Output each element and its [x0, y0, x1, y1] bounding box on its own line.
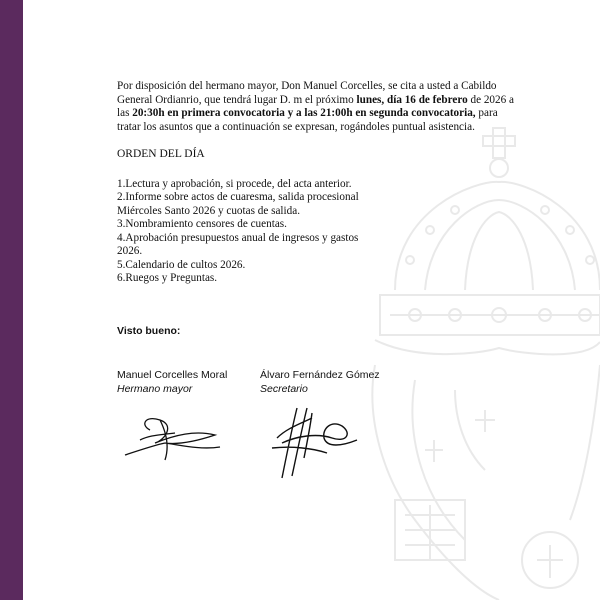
signer-name: Álvaro Fernández Gómez: [260, 369, 380, 381]
signature-secretary: [262, 398, 372, 483]
signer-secretary: [260, 368, 380, 396]
agenda-list: [117, 178, 367, 286]
agenda-item: 6.Ruegos y Preguntas.: [117, 272, 218, 284]
signer-president: [117, 368, 227, 396]
agenda-item: 3.Nombramiento censores de cuentas.: [117, 218, 287, 230]
signer-role: Secretario: [260, 383, 308, 395]
intro-text-3: para tratar los asuntos que a continuación se expresan, rogándoles puntual asistencia.: [117, 107, 498, 133]
intro-times: 20:30h en primera convocatoria y a las 21:00h en segunda convocatoria,: [132, 107, 476, 119]
intro-paragraph: [117, 80, 517, 134]
agenda-item: 1.Lectura y aprobación, si procede, del acta anterior.: [117, 177, 352, 190]
agenda-item: 4.Aprobación presupuestos anual de ingresos y gastos 2026.: [117, 231, 359, 257]
intro-text: Por disposición del hermano mayor, Don Manuel Corcelles, se cita a usted a Cabildo General Ordianrio, que tendrá lugar D. m el próximo: [117, 80, 497, 106]
purple-sidebar: [0, 0, 23, 600]
convocatoria-document: [117, 80, 517, 286]
visto-bueno-label: Visto bueno:: [117, 325, 181, 337]
agenda-item: 2.Informe sobre actos de cuaresma, salida procesional Miércoles Santo 2026 y cuotas de salida.: [117, 191, 359, 217]
signer-name: Manuel Corcelles Moral: [117, 369, 228, 381]
intro-text-2: de 2026 a las: [117, 93, 514, 119]
orden-del-dia-title: ORDEN DEL DÍA: [117, 148, 205, 160]
intro-date: lunes, día 16 de febrero: [356, 93, 468, 106]
signer-role: Hermano mayor: [117, 383, 193, 395]
agenda-item: 5.Calendario de cultos 2026.: [117, 258, 246, 271]
signature-president: [120, 405, 230, 465]
